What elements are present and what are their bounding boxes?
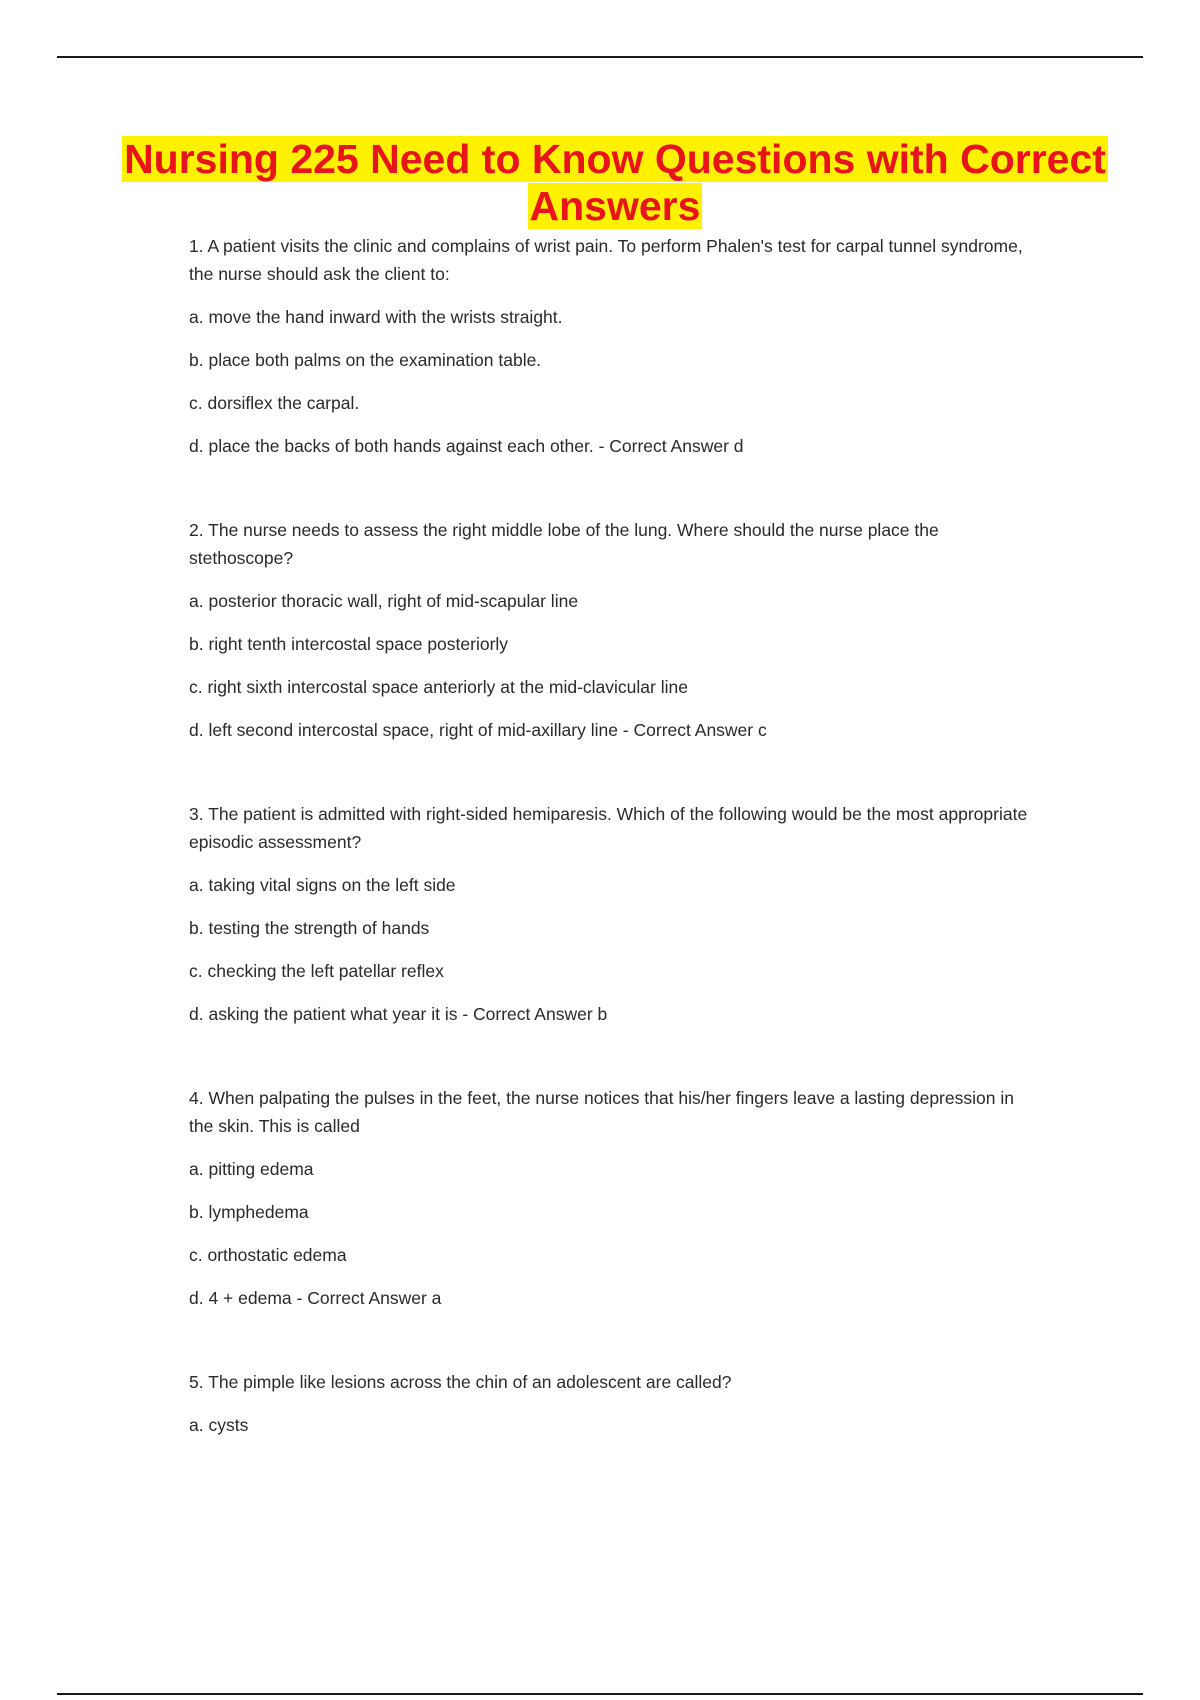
option-d: d. left second intercostal space, right of mid-axillary line - Correct Answer c [189,720,767,740]
question-1 [189,232,1039,460]
question-text: 2. The nurse needs to assess the right middle lobe of the lung. Where should the nurse place the stethoscope? [189,520,939,568]
answer-options [189,1155,1039,1312]
option-c: c. checking the left patellar reflex [189,961,444,981]
top-rule [57,56,1143,58]
answer-options [189,587,1039,744]
option-c: c. dorsiflex the carpal. [189,393,360,413]
option-b: b. testing the strength of hands [189,918,430,938]
document-title-text: Nursing 225 Need to Know Questions with Correct Answers [124,136,1106,229]
question-4 [189,1084,1039,1312]
bottom-rule [57,1693,1143,1695]
option-b: b. lymphedema [189,1202,309,1222]
option-b: b. right tenth intercostal space posteriorly [189,634,509,654]
question-text: 5. The pimple like lesions across the chin of an adolescent are called? [189,1372,732,1392]
option-c: c. right sixth intercostal space anteriorly at the mid-clavicular line [189,677,688,697]
document-title [110,136,1120,230]
question-5 [189,1368,1039,1439]
option-a: a. taking vital signs on the left side [189,875,456,895]
question-text: 1. A patient visits the clinic and complains of wrist pain. To perform Phalen's test for carpal tunnel syndrome, the nurse should ask the client to: [189,236,1023,284]
option-d: d. asking the patient what year it is - Correct Answer b [189,1004,608,1024]
option-a: a. move the hand inward with the wrists straight. [189,307,563,327]
answer-options [189,303,1039,460]
option-a: a. cysts [189,1415,249,1435]
option-a: a. posterior thoracic wall, right of mid-scapular line [189,591,579,611]
question-3 [189,800,1039,1028]
question-text: 4. When palpating the pulses in the feet, the nurse notices that his/her fingers leave a lasting depression in the skin. This is called [189,1088,1014,1136]
question-text: 3. The patient is admitted with right-sided hemiparesis. Which of the following would be the most appropriate episodic assessment? [189,804,1028,852]
question-list [189,232,1039,1495]
option-b: b. place both palms on the examination table. [189,350,542,370]
option-c: c. orthostatic edema [189,1245,347,1265]
option-d: d. place the backs of both hands against each other. - Correct Answer d [189,436,744,456]
option-a: a. pitting edema [189,1159,314,1179]
question-2 [189,516,1039,744]
option-d: d. 4 + edema - Correct Answer a [189,1288,442,1308]
answer-options [189,1411,1039,1439]
answer-options [189,871,1039,1028]
